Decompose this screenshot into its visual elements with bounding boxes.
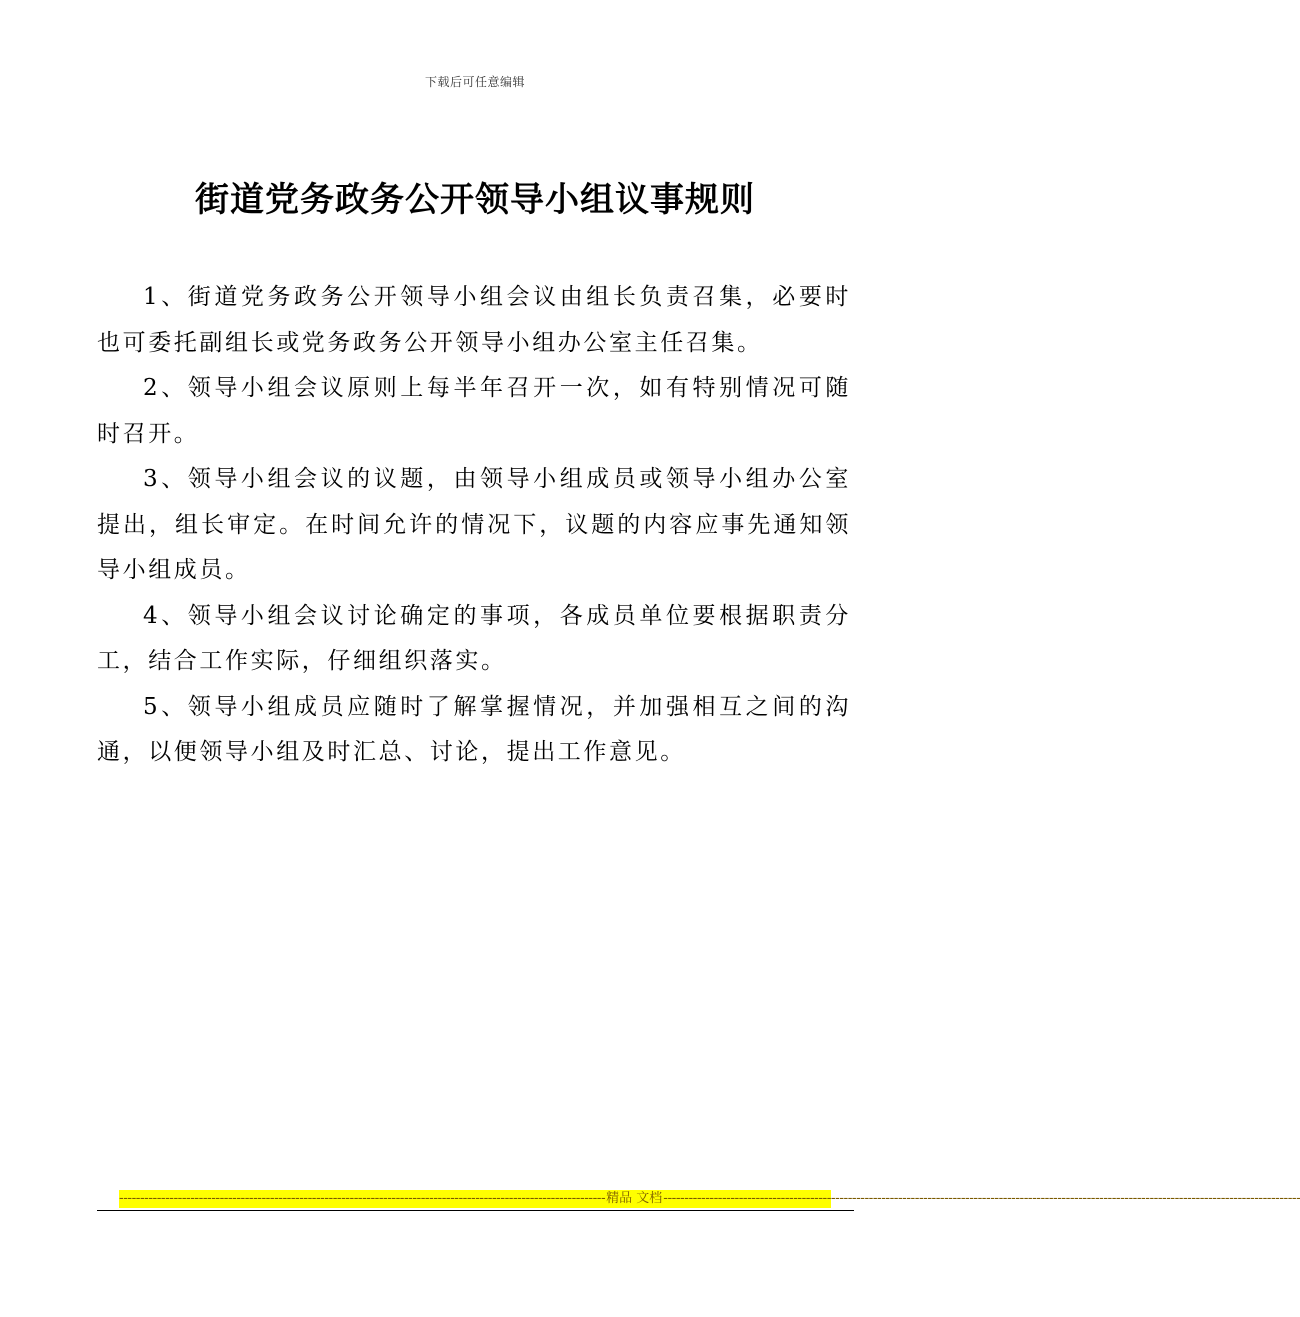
paragraph-1: 1、街道党务政务公开领导小组会议由组长负责召集，必要时也可委托副组长或党务政务公开领导小组办公室主任召集。 [97,284,851,356]
footer-divider [97,1210,854,1211]
document-title: 街道党务政务公开领导小组议事规则 [195,180,755,220]
header-note: 下载后可任意编辑 [424,75,525,89]
paragraph-4: 4、领导小组会议讨论确定的事项，各成员单位要根据职责分工，结合工作实际，仔细组织落实。 [97,602,851,674]
footer-dashes-right: -------------------------------------------------------------------------------------------------------------------------------------------------------- [663,1191,1300,1206]
paragraph-2: 2、领导小组会议原则上每半年召开一次，如有特别情况可随时召开。 [97,375,851,447]
footer-banner [119,1190,1300,1208]
paragraph-5: 5、领导小组成员应随时了解掌握情况，并加强相互之间的沟通，以便领导小组及时汇总、讨论，提出工作意见。 [97,693,851,765]
paragraph-3: 3、领导小组会议的议题，由领导小组成员或领导小组办公室提出，组长审定。在时间允许的情况下，议题的内容应事先通知领导小组成员。 [97,466,851,583]
footer-dashes-left: -------------------------------------------------------------------------------------------------------------------- [119,1191,606,1206]
footer-label: 精品 文档 [606,1191,663,1206]
document-body [97,275,851,776]
